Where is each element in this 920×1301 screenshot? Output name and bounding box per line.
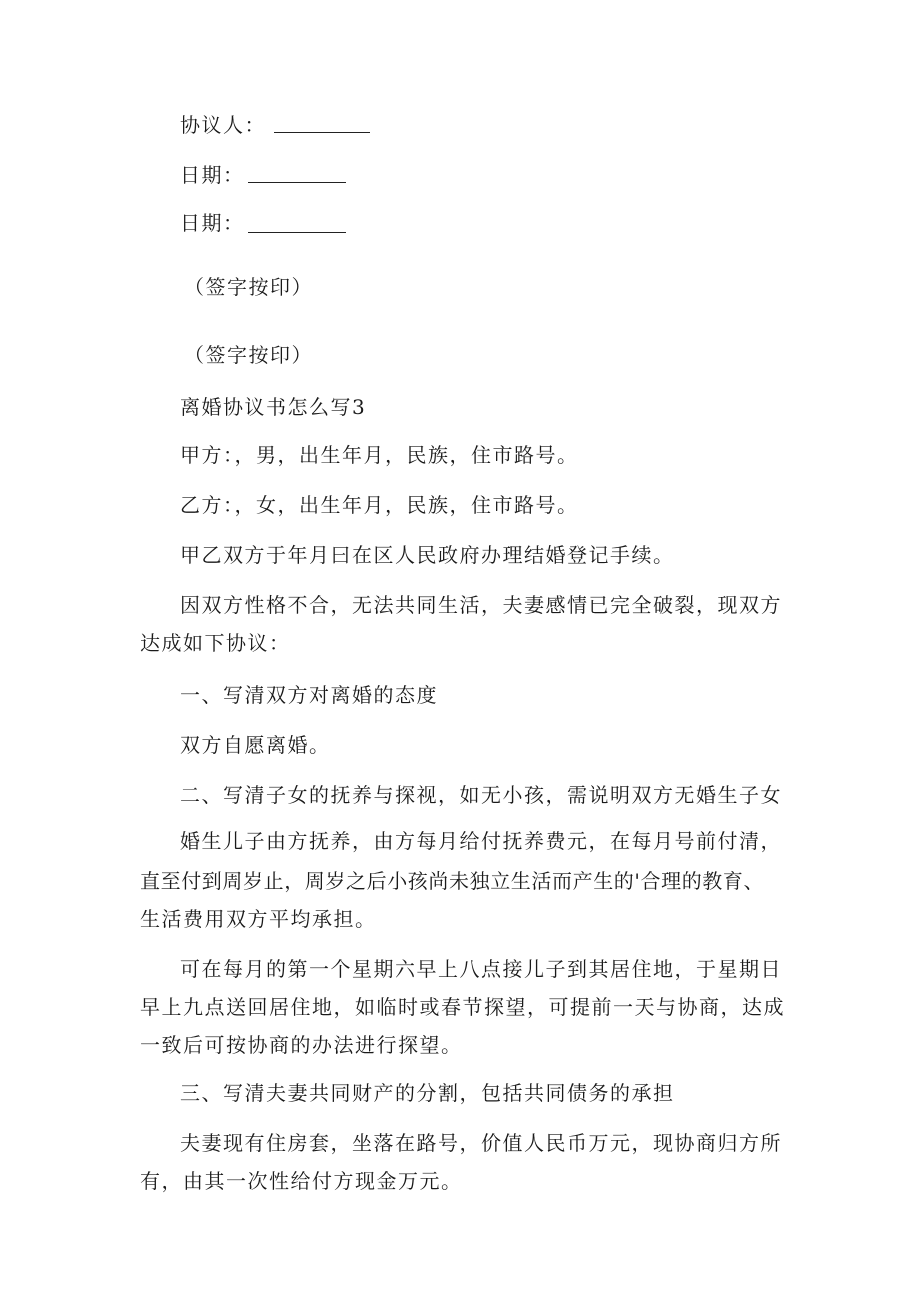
section-1-heading: 一、写清双方对离婚的态度 bbox=[180, 683, 438, 707]
reason-line-2: 达成如下协议： bbox=[140, 631, 291, 655]
date-label-2: 日期： bbox=[180, 211, 245, 235]
party-a-info: 甲方：，男，出生年月，民族，住市路号。 bbox=[180, 443, 579, 467]
seal-note-1: （签字按印） bbox=[184, 275, 313, 299]
date-blank-1 bbox=[248, 182, 346, 183]
property-line-2: 有，由其一次性给付方现金万元。 bbox=[140, 1169, 463, 1193]
visit-line-2: 早上九点送回居住地，如临时或春节探望，可提前一天与协商，达成 bbox=[140, 995, 785, 1019]
party-b-info: 乙方：，女，出生年月，民族，住市路号。 bbox=[180, 493, 579, 517]
support-line-1: 婚生儿子由方抚养，由方每月给付抚养费元，在每月号前付清， bbox=[180, 829, 782, 853]
party-signature-label: 协议人： bbox=[180, 113, 266, 137]
date-blank-2 bbox=[248, 232, 346, 233]
support-line-3: 生活费用双方平均承担。 bbox=[140, 907, 377, 931]
visit-line-3: 一致后可按协商的办法进行探望。 bbox=[140, 1033, 463, 1057]
section-1-body: 双方自愿离婚。 bbox=[180, 733, 331, 757]
support-line-2: 直至付到周岁止，周岁之后小孩尚未独立生活而产生的'合理的教育、 bbox=[140, 869, 765, 893]
visit-line-1: 可在每月的第一个星期六早上八点接儿子到其居住地，于星期日 bbox=[180, 957, 782, 981]
seal-note-2: （签字按印） bbox=[184, 343, 313, 367]
property-line-1: 夫妻现有住房套，坐落在路号，价值人民币万元，现协商归方所 bbox=[180, 1131, 782, 1155]
party-signature-blank bbox=[274, 132, 370, 133]
section-3-heading: 三、写清夫妻共同财产的分割，包括共同债务的承担 bbox=[180, 1081, 675, 1105]
section-2-heading: 二、写清子女的抚养与探视，如无小孩，需说明双方无婚生子女 bbox=[180, 783, 782, 807]
marriage-record: 甲乙双方于年月曰在区人民政府办理结婚登记手续。 bbox=[180, 543, 675, 567]
document-title: 离婚协议书怎么写3 bbox=[180, 395, 367, 419]
date-label-1: 日期： bbox=[180, 163, 245, 187]
reason-line-1: 因双方性格不合，无法共同生活，夫妻感情已完全破裂，现双方 bbox=[180, 593, 782, 617]
